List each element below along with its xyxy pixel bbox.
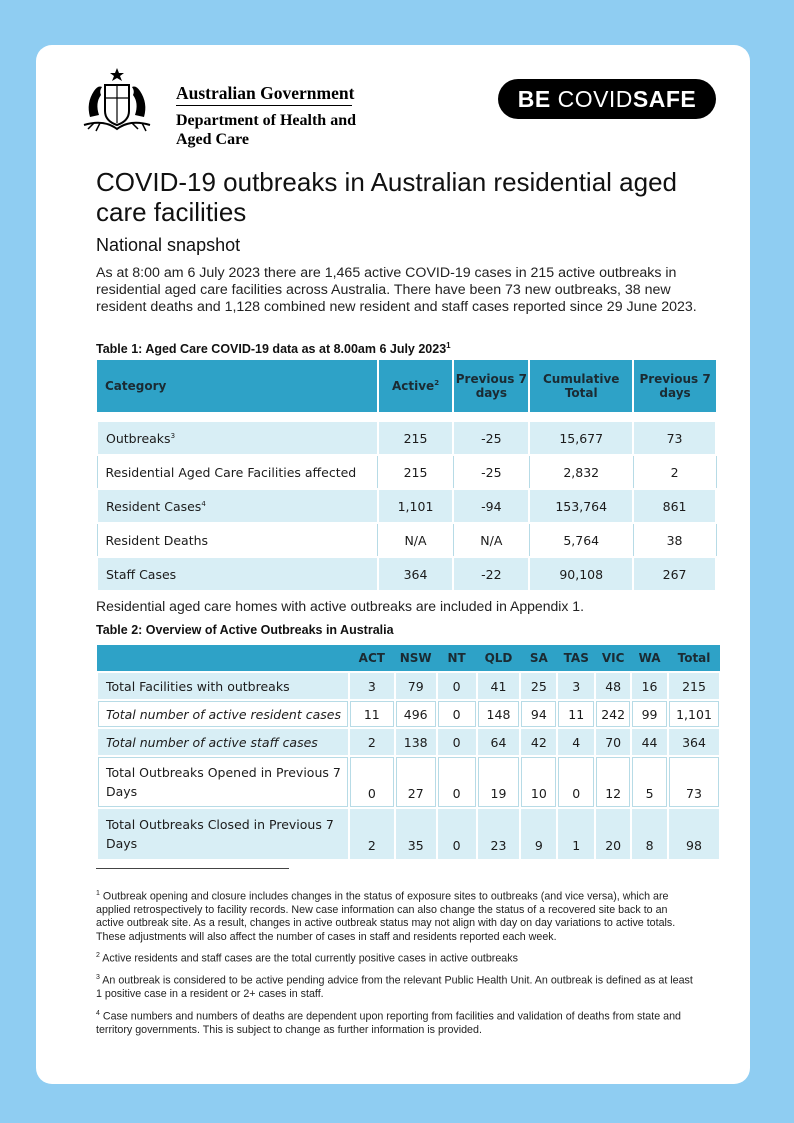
coat-of-arms-icon [78,65,156,137]
table2-cell: 73 [668,756,720,808]
table1-cell-prev7: -22 [453,557,529,591]
table2-row [97,756,720,808]
table2-cell: 64 [477,728,521,756]
table2-cell: 48 [595,672,631,700]
table2-cell: 10 [520,756,557,808]
table1-cell-category: Resident Deaths [97,523,378,557]
table1-cell-category: Residential Aged Care Facilities affected [97,455,378,489]
table2-cell: 44 [631,728,668,756]
government-name: Australian Government [176,83,355,103]
table1-cell-active: N/A [378,523,454,557]
table2-cell: 94 [520,700,557,728]
document-page [36,45,750,1084]
table2-cell: 8 [631,808,668,860]
table2-cell: 23 [477,808,521,860]
header-act: ACT [349,645,395,672]
table1-cell-cumulative: 2,832 [529,455,633,489]
table1-cell-prev7b: 267 [633,557,716,591]
table1-cell-prev7: -94 [453,489,529,523]
table2-caption: Table 2: Overview of Active Outbreaks in Australia [96,623,394,637]
header-wa: WA [631,645,668,672]
table2-cell: 79 [395,672,437,700]
table1-cell-active: 364 [378,557,454,591]
table1-cell-prev7: -25 [453,421,529,455]
table2-cell: 1,101 [668,700,720,728]
table2-cell: 2 [349,808,395,860]
header-nsw: NSW [395,645,437,672]
table2-cell: 0 [437,672,477,700]
table1-header-row [97,360,716,413]
table2-cell: 35 [395,808,437,860]
header-qld: QLD [477,645,521,672]
active-outbreaks-table [96,645,721,861]
table1-cell-active: 215 [378,421,454,455]
table2-cell: 9 [520,808,557,860]
table2-row [97,728,720,756]
table1-cell-cumulative: 90,108 [529,557,633,591]
table1-cell-active: 215 [378,455,454,489]
table2-cell: 5 [631,756,668,808]
footnotes [96,887,696,1042]
appendix-note: Residential aged care homes with active outbreaks are included in Appendix 1. [96,598,584,614]
footnote: $^2$ Active residents and staff cases are the total currently positive cases in active outbreaks [96,952,518,965]
footnote: $^1$ Outbreak opening and closure includes changes in the status of exposure sites to outbreaks (and vice versa), which are applied retrospectively to facility records. New case information can also change the status of a recovered site back to an active outbreak site. As a result, changes in active outbreak status may not align with day on day variations to active totals. These adjustments will also affect the number of cases in staff and residents reported each week. [96,890,676,943]
table2-cell: 16 [631,672,668,700]
intro-paragraph: As at 8:00 am 6 July 2023 there are 1,465 active COVID-19 cases in 215 active outbreaks in residential aged care facilities across Australia. There have been 73 new outbreaks, 38 new resident deaths and 1,128 combined new resident and staff cases reported since 29 June 2023. [96,265,697,315]
header-category: Category [97,360,378,413]
table2-cell: 138 [395,728,437,756]
be-covidsafe-badge [498,79,716,119]
badge-safe: SAFE [632,86,697,112]
page-subtitle: National snapshot [96,235,241,255]
table2-cell: 0 [437,728,477,756]
table1-row [97,455,716,489]
table1-row [97,489,716,523]
table2-cell: 215 [668,672,720,700]
table2-cell: 27 [395,756,437,808]
table2-row-label: Total Outbreaks Closed in Previous 7 Days [97,808,349,860]
table1-cell-prev7: N/A [453,523,529,557]
table2-row [97,700,720,728]
header-nt: NT [437,645,477,672]
table1-cell-active: 1,101 [378,489,454,523]
footnote: $^4$ Case numbers and numbers of deaths are dependent upon reporting from facilities and validation of deaths from state and territory governments. This is subject to change as further information is provided. [96,1009,681,1036]
table2-cell: 3 [557,672,595,700]
table1-cell-category: Resident Cases$^4$ [97,489,378,523]
government-logo [78,65,358,155]
table1-row [97,523,716,557]
aged-care-data-table [96,360,717,592]
table1-cell-prev7b: 2 [633,455,716,489]
table2-cell: 99 [631,700,668,728]
footnote: $^3$ An outbreak is considered to be active pending advice from the relevant Public Health Unit. An outbreak is defined as at least 1 positive case in a resident or 2+ cases in staff. [96,974,693,1001]
table1-caption: Table 1: Aged Care COVID-19 data as at 8.00am 6 July 2023$^1$ [96,341,451,357]
page-title: COVID-19 outbreaks in Australian residential aged care facilities [96,167,677,227]
table1-row [97,557,716,591]
table1-cell-prev7b: 38 [633,523,716,557]
table2-cell: 0 [557,756,595,808]
table1-cell-prev7: -25 [453,455,529,489]
table1-cell-prev7b: 73 [633,421,716,455]
header-sa: SA [520,645,557,672]
table1-cell-cumulative: 5,764 [529,523,633,557]
table1-cell-prev7b: 861 [633,489,716,523]
table2-row [97,808,720,860]
table2-cell: 2 [349,728,395,756]
table2-cell: 4 [557,728,595,756]
table2-cell: 1 [557,808,595,860]
table2-cell: 70 [595,728,631,756]
header-vic: VIC [595,645,631,672]
table2-cell: 0 [437,756,477,808]
table2-header-row [97,645,720,672]
table2-cell: 42 [520,728,557,756]
table2-cell: 20 [595,808,631,860]
table2-cell: 19 [477,756,521,808]
table2-cell: 0 [437,808,477,860]
header-tas: TAS [557,645,595,672]
table2-cell: 364 [668,728,720,756]
table2-cell: 148 [477,700,521,728]
table2-row-label: Total number of active staff cases [97,728,349,756]
table1-cell-category: Outbreaks$^3$ [97,421,378,455]
table1-row [97,421,716,455]
table2-row-label: Total Outbreaks Opened in Previous 7 Days [97,756,349,808]
table2-row [97,672,720,700]
footnote-divider [96,868,289,869]
table2-row-label: Total number of active resident cases [97,700,349,728]
table1-cell-cumulative: 15,677 [529,421,633,455]
table2-cell: 98 [668,808,720,860]
badge-covid: COVID [557,86,633,112]
badge-be: BE [517,86,558,112]
table2-cell: 11 [349,700,395,728]
table2-cell: 25 [520,672,557,700]
table2-cell: 496 [395,700,437,728]
table2-cell: 0 [349,756,395,808]
logo-divider [176,105,352,106]
table2-cell: 11 [557,700,595,728]
header-previous-7-days-b: Previous 7 days [633,360,716,413]
department-name: Department of Health and Aged Care [176,112,356,148]
header-cumulative-total: Cumulative Total [529,360,633,413]
header-blank [97,645,349,672]
header-active: Active$^2$ [378,360,454,413]
table1-cell-cumulative: 153,764 [529,489,633,523]
table2-row-label: Total Facilities with outbreaks [97,672,349,700]
table2-cell: 12 [595,756,631,808]
header-previous-7-days: Previous 7 days [453,360,529,413]
table2-cell: 3 [349,672,395,700]
table1-cell-category: Staff Cases [97,557,378,591]
header-total: Total [668,645,720,672]
table2-cell: 41 [477,672,521,700]
table2-cell: 0 [437,700,477,728]
table2-cell: 242 [595,700,631,728]
